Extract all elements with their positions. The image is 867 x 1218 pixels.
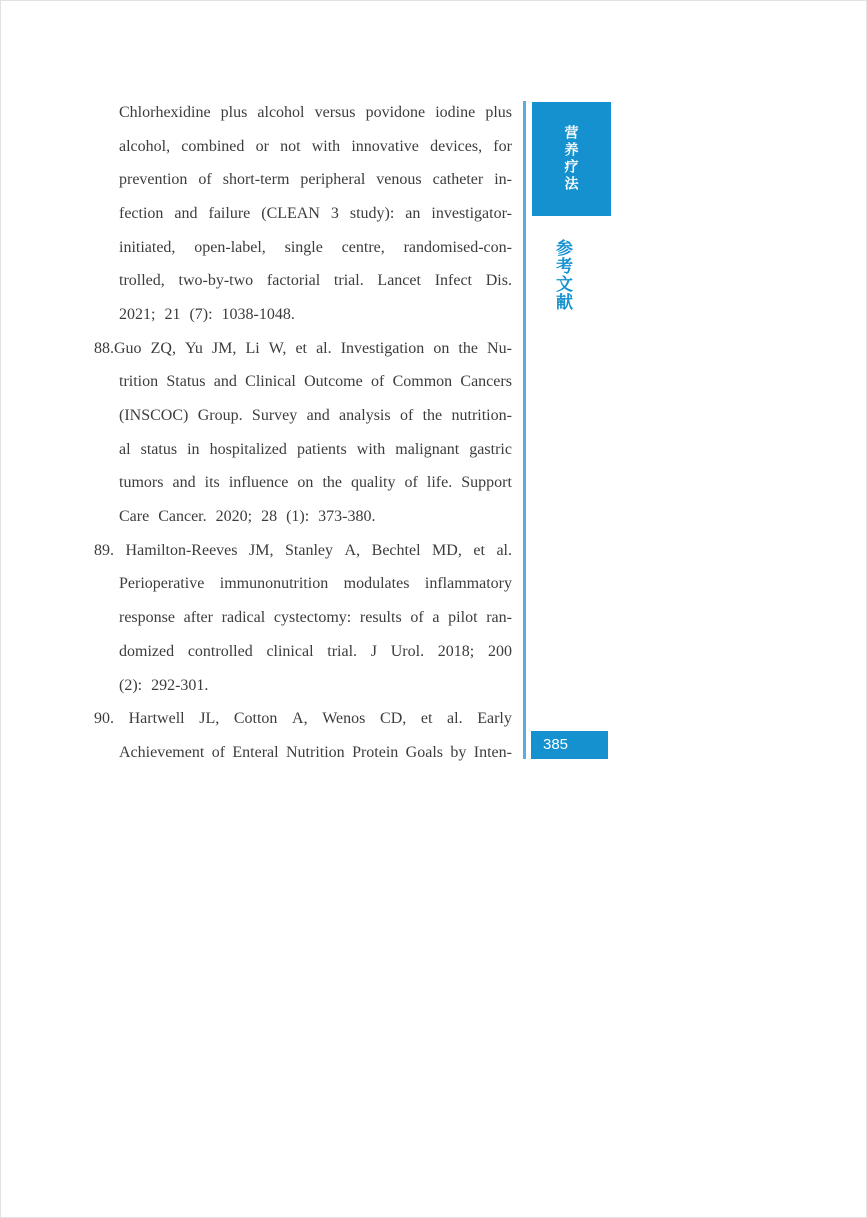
reference-line: alcohol, combined or not with innovative devices, for [119, 137, 512, 155]
reference-line: initiated, open-label, single centre, randomised-con- [119, 238, 512, 256]
reference-line: trition Status and Clinical Outcome of Common Cancers [119, 373, 512, 391]
page-number-badge: 385 [531, 731, 608, 759]
chapter-tab-label: 营养疗法 [563, 125, 580, 193]
chapter-tab [532, 102, 611, 216]
reference-line: (2): 292-301. [119, 676, 209, 694]
reference-line: Care Cancer. 2020; 28 (1): 373-380. [119, 508, 376, 526]
reference-line: al status in hospitalized patients with malignant gastric [119, 440, 512, 458]
references-text [94, 96, 512, 770]
reference-line: 89. Hamilton-Reeves JM, Stanley A, Bechtel MD, et al. [94, 541, 512, 559]
reference-line: domized controlled clinical trial. J Urol. 2018; 200 [119, 642, 512, 660]
reference-line: fection and failure (CLEAN 3 study): an investigator- [119, 204, 512, 222]
reference-line: trolled, two-by-two factorial trial. Lancet Infect Dis. [119, 272, 512, 290]
reference-line: prevention of short-term peripheral venous catheter in- [119, 171, 512, 189]
reference-line: 90. Hartwell JL, Cotton A, Wenos CD, et al. Early [94, 710, 512, 728]
section-label: 参考文献 [553, 239, 572, 311]
sidebar-rule [523, 101, 526, 759]
reference-line: Achievement of Enteral Nutrition Protein Goals by Inten- [119, 743, 512, 761]
reference-line: 88.Guo ZQ, Yu JM, Li W, et al. Investigation on the Nu- [94, 339, 512, 357]
reference-line: Perioperative immunonutrition modulates inflammatory [119, 575, 512, 593]
reference-line: Chlorhexidine plus alcohol versus povidone iodine plus [119, 103, 512, 121]
reference-line: 2021; 21 (7): 1038-1048. [119, 306, 295, 324]
reference-line: tumors and its influence on the quality of life. Support [119, 474, 512, 492]
reference-line: response after radical cystectomy: results of a pilot ran- [119, 609, 512, 627]
reference-line: (INSCOC) Group. Survey and analysis of the nutrition- [119, 407, 512, 425]
